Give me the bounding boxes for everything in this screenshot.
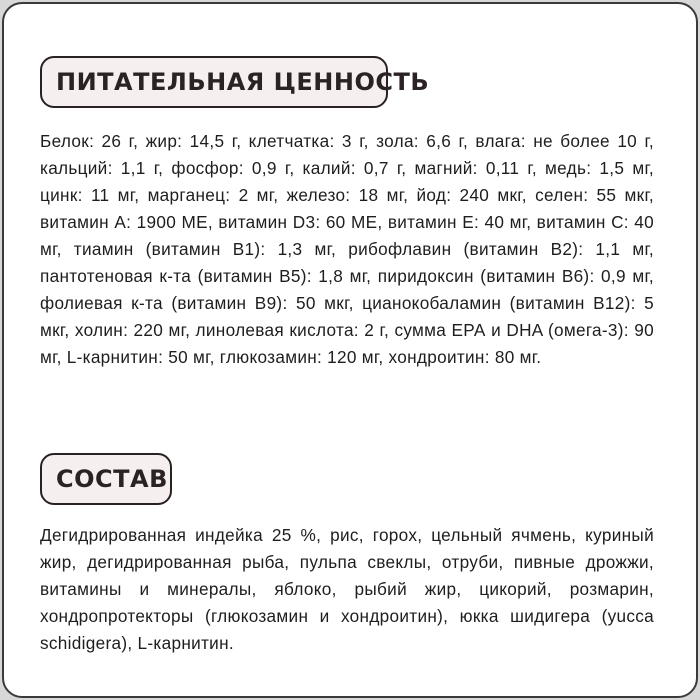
product-info-card: [2, 2, 698, 698]
composition-heading: СОСТАВ: [40, 453, 172, 505]
nutrition-heading: ПИТАТЕЛЬНАЯ ЦЕННОСТЬ: [40, 56, 388, 108]
composition-text: Дегидрированная индейка 25 %, рис, горох, цельный ячмень, куриный жир, дегидрированная рыба, пульпа свеклы, отруби, пивные дрожжи, витамины и минералы, яблоко, рыбий жир, цикорий, розмарин, хондропротекторы (глюкозамин и хондроитин), юкка шидигера (yucca schidigera), L-карнитин.: [40, 525, 654, 653]
nutrition-text: Белок: 26 г, жир: 14,5 г, клетчатка: 3 г, зола: 6,6 г, влага: не более 10 г, кальций: 1,1 г, фосфор: 0,9 г, калий: 0,7 г, магний: 0,11 г, медь: 1,5 мг, цинк: 11 мг, марганец: 2 мг, железо: 18 мг, йод: 240 мкг, селен: 55 мкг, витамин А: 1900 МЕ, витамин D3: 60 МЕ, витамин Е: 40 мг, витамин С: 40 мг, тиамин (витамин В1): 1,3 мг, рибофлавин (витамин В2): 1,1 мг, пантотеновая к-та (витамин В5): 1,8 мг, пиридоксин (витамин В6): 0,9 мг, фолиевая к-та (витамин В9): 50 мкг, цианокобаламин (витамин В12): 5 мкг, холин: 220 мг, линолевая кислота: 2 г, сумма ЕРА и DHA (омега-3): 90 мг, L-карнитин: 50 мг, глюкозамин: 120 мг, хондроитин: 80 мг.: [40, 131, 654, 367]
